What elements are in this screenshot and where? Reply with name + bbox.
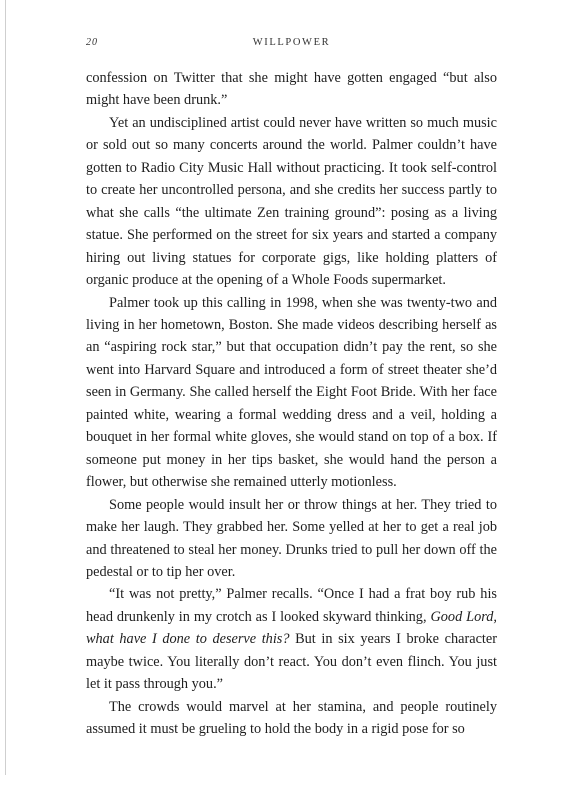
page-edge-rule [5,0,6,775]
text-run: confession on Twitter that she might have gotten engaged “but also might have been drunk.” [86,70,497,109]
paragraph [86,696,497,741]
text-run: Palmer took up this calling in 1998, when she was twenty-two and living in her hometown, Boston. She made videos describing herself as an “aspiring rock star,” but that occupation didn’t pay the rent, so she went into Harvard Square and introduced a form of street theater she’d seen in Germany. She called herself the Eight Foot Bride. With her face painted white, wearing a formal wedding dress and a veil, holding a bouquet in her formal white gloves, she would stand on top of a box. If someone put money in her tips basket, she would hand the person a flower, but otherwise she remained utterly motionless. [86,294,497,491]
body-text [86,67,497,741]
running-head: WILLPOWER [252,37,331,48]
text-run: But in six years I broke character maybe twice. You literally don’t react. You don’t even flinch. You just let it pass through you.” [86,631,497,693]
paragraph [86,583,497,695]
paragraph [86,67,497,112]
text-run: “It was not pretty,” Palmer recalls. “Once I had a frat boy rub his head drunkenly in my crotch as I looked skyward thinking, [86,586,497,625]
page-number: 20 [86,37,98,48]
text-run: Some people would insult her or throw things at her. They tried to make her laugh. They grabbed her. Some yelled at her to get a real job and threatened to steal her money. Drunks tried to pull her down off the pedestal or to tip her over. [86,496,497,580]
text-run: Yet an undisciplined artist could never have written so much music or sold out so many concerts around the world. Palmer couldn’t have gotten to Radio City Music Hall without practicing. It took self-control to create her uncontrolled persona, and she credits her success partly to what she calls “the ultimate Zen training ground”: posing as a living statue. She performed on the street for six years and started a company hiring out living statues for corporate gigs, like holding platters of organic produce at the opening of a Whole Foods supermarket. [86,114,497,289]
page-header [86,37,497,51]
text-run: The crowds would marvel at her stamina, and people routinely assumed it must be grueling to hold the body in a rigid pose for so [86,698,497,738]
paragraph [86,112,497,292]
italic-text-run: Good Lord, what have I done to deserve this? [86,608,497,648]
paragraph [86,494,497,584]
paragraph [86,292,497,494]
